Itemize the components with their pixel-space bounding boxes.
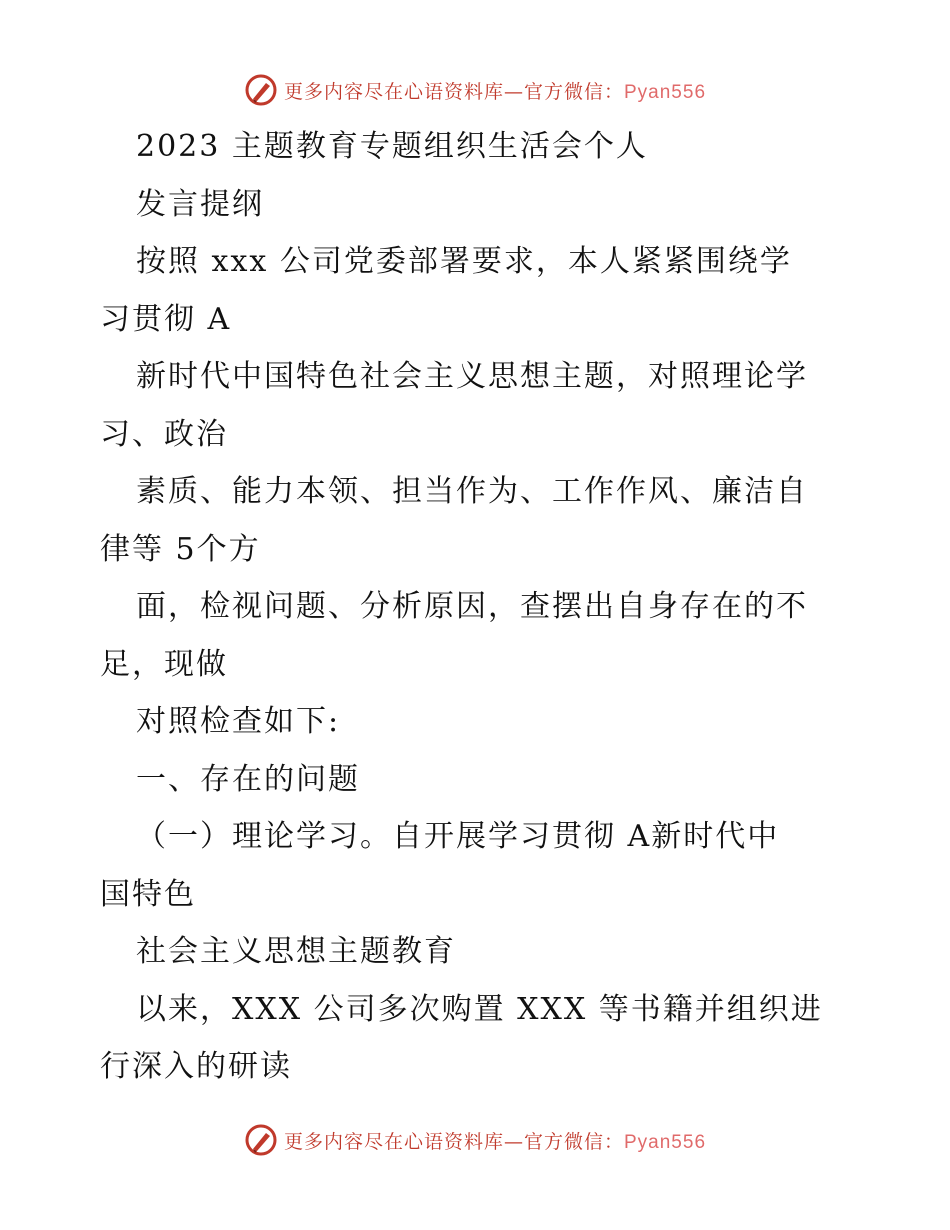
text-line: （一）理论学习。自开展学习贯彻 A新时代中 — [136, 819, 780, 854]
watermark-brand: Pyan556 — [624, 1131, 707, 1153]
text-line: 发言提纲 — [136, 186, 264, 222]
text-line: 一、存在的问题 — [136, 761, 360, 797]
text-line: 素质、能力本领、担当作为、工作作风、廉洁自 — [136, 474, 808, 509]
pen-logo-icon — [244, 1123, 278, 1157]
watermark-caption: 更多内容尽在心语资料库—官方微信： — [283, 1130, 624, 1153]
text-line: 社会主义思想主题教育 — [136, 934, 456, 969]
document-body — [100, 118, 860, 1096]
watermark-caption: 更多内容尽在心语资料库—官方微信： — [283, 80, 624, 103]
watermark-footer — [0, 1120, 950, 1160]
pen-logo-icon — [244, 73, 278, 107]
text-line: 习、政治 — [100, 416, 228, 452]
watermark-brand: Pyan556 — [624, 81, 707, 103]
text-line: 足，现做 — [100, 646, 228, 682]
text-line: 以来，XXX 公司多次购置 XXX 等书籍并组织进 — [136, 991, 823, 1027]
text-line: 对照检查如下: — [136, 704, 341, 739]
watermark-header — [0, 70, 950, 110]
watermark-text — [284, 77, 706, 104]
watermark-text — [284, 1127, 706, 1154]
text-line: 新时代中国特色社会主义思想主题，对照理论学 — [136, 359, 808, 394]
text-line: 按照 xxx 公司党委部署要求，本人紧紧围绕学 — [136, 244, 792, 279]
text-line: 习贯彻 A — [100, 301, 232, 337]
text-line: 国特色 — [100, 876, 196, 912]
text-line: 行深入的研读 — [100, 1049, 292, 1084]
text-line: 律等 5个方 — [100, 531, 261, 567]
text-line: 面，检视问题、分析原因，查摆出自身存在的不 — [136, 589, 808, 624]
text-line: 2023 主题教育专题组织生活会个人 — [136, 129, 648, 164]
